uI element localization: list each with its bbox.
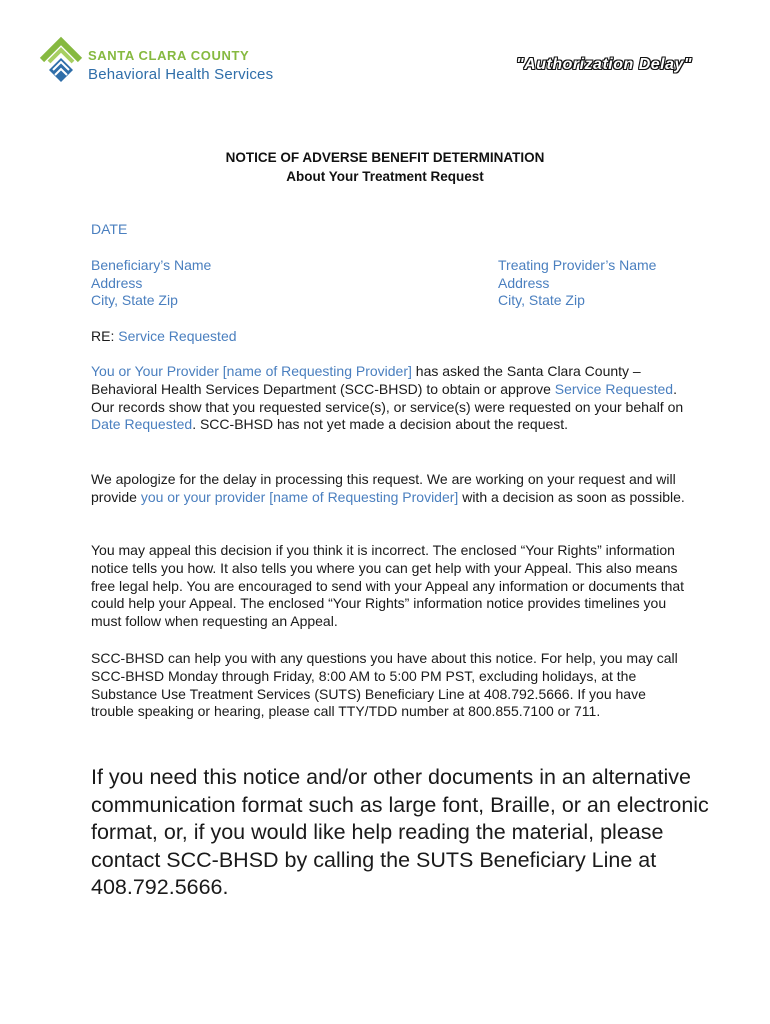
notice-subtitle: About Your Treatment Request	[286, 169, 484, 184]
paragraph-text: with a decision as soon as possible.	[458, 488, 685, 505]
requesting-provider-placeholder: You or Your Provider [name of Requesting Provider]	[91, 363, 412, 379]
service-requested-placeholder: Service Requested	[554, 380, 674, 397]
date-requested-placeholder: Date Requested	[91, 416, 193, 433]
county-logo	[38, 34, 288, 86]
notice-title: NOTICE OF ADVERSE BENEFIT DETERMINATION	[225, 150, 545, 165]
large-print-notice: If you need this notice and/or other documents in an alternative communication format such as large font, Braille, or an electronic format, or, if you would like help reading the material, please contact SCC-BHSD by calling the SUTS Beneficiary Line at 408.792.5666.	[91, 765, 709, 899]
org-name-primary: SANTA CLARA COUNTY	[88, 48, 250, 63]
provider-address-block	[498, 257, 656, 310]
paragraph-help: SCC-BHSD can help you with any questions you have about this notice. For help, you may call SCC-BHSD Monday through Friday, 8:00 AM to 5:00 PM PST, excluding holidays, at the Substance Use Treatment Services (SUTS) Beneficiary Line at 408.792.5666. If you have trouble speaking or hearing, please call TTY/TDD number at 800.855.7100 or 711.	[91, 650, 678, 720]
beneficiary-address: Address	[91, 274, 143, 291]
authorization-delay-tag: "Authorization Delay"	[516, 56, 692, 73]
provider-city: City, State Zip	[498, 292, 585, 308]
beneficiary-name: Beneficiary’s Name	[91, 257, 212, 273]
re-label: RE:	[91, 328, 115, 344]
county-diamond-logo-icon	[38, 34, 84, 86]
paragraph-text: We apologize for the delay in processing this request. We are working on your request and will provide	[91, 471, 676, 505]
paragraph-appeal: You may appeal this decision if you think it is incorrect. The enclosed “Your Rights” information notice tells you how. It also tells you where you can get help with your Appeal. This also means free legal help. You are encouraged to send with your Appeal any information or documents that could help your Appeal. The enclosed “Your Rights” information notice provides timelines you must follow when requesting an Appeal.	[91, 542, 685, 630]
paragraph-apology	[91, 471, 691, 507]
paragraph-text: . Our records show that you requested service(s), or service(s) were requested on your behalf on	[91, 380, 684, 415]
beneficiary-city: City, State Zip	[91, 292, 178, 308]
provider-address: Address	[498, 274, 550, 291]
re-service: Service Requested	[118, 328, 237, 344]
paragraph-request	[91, 363, 691, 434]
provider-name: Treating Provider’s Name	[498, 257, 657, 273]
date-field: DATE	[91, 221, 128, 237]
paragraph-text: has asked the Santa Clara County – Behavioral Health Services Department (SCC-BHSD) to obtain or approve	[91, 363, 641, 397]
re-line	[91, 328, 237, 344]
org-name-secondary: Behavioral Health Services	[88, 66, 274, 83]
paragraph-text: . SCC-BHSD has not yet made a decision about the request.	[192, 416, 569, 433]
beneficiary-address-block	[91, 257, 211, 310]
provider-placeholder: you or your provider [name of Requesting Provider]	[140, 488, 459, 505]
